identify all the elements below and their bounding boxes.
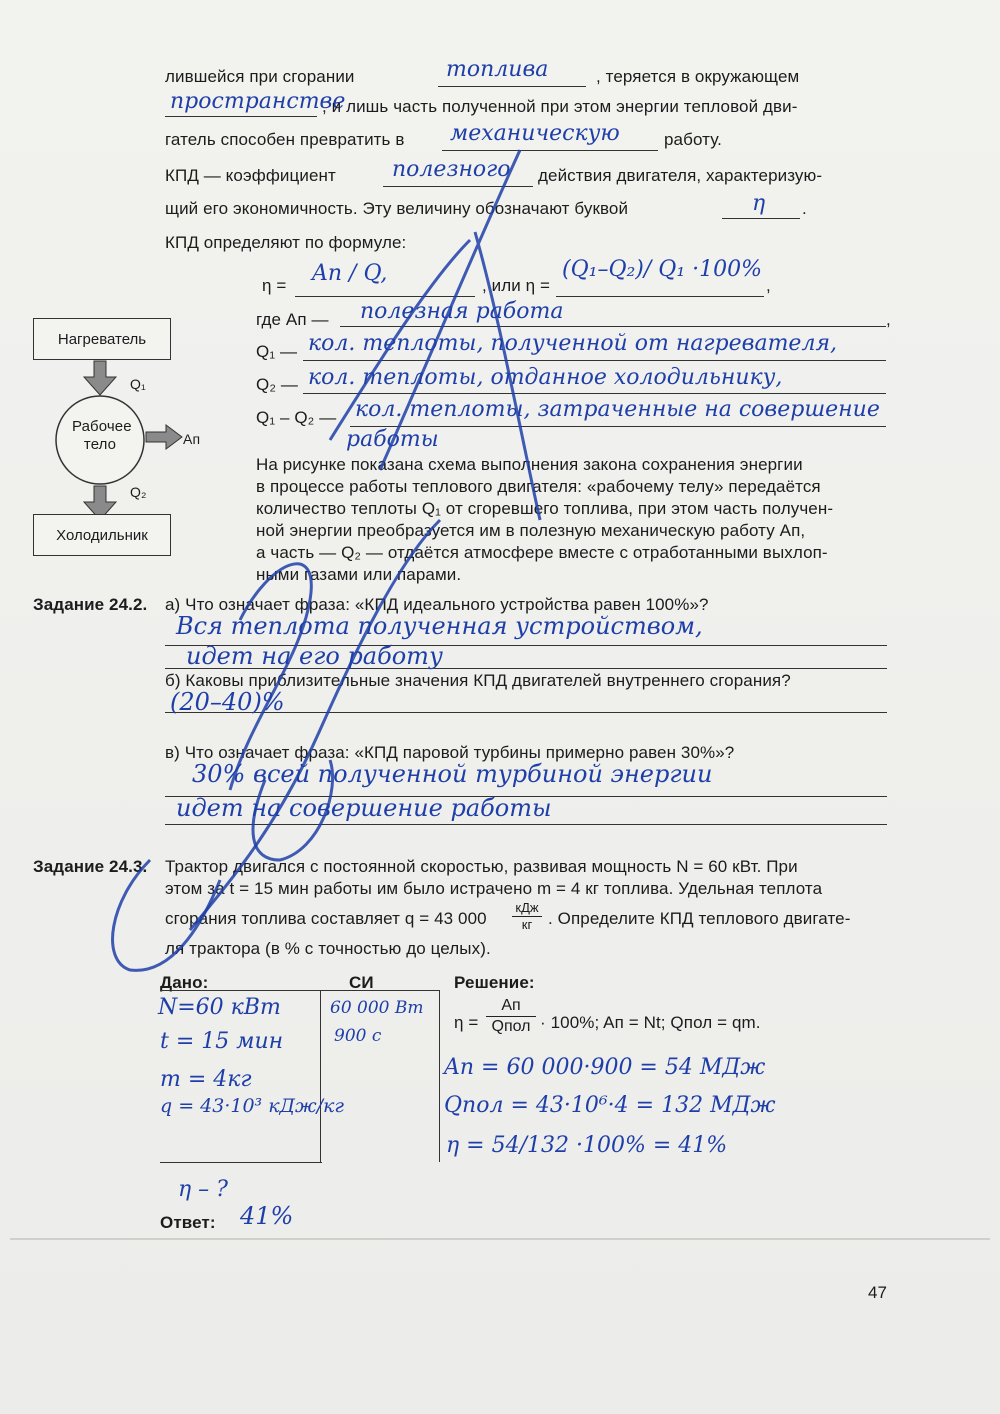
text-line: . Определите КПД теплового двигате- bbox=[548, 909, 851, 928]
handwritten-answer: топлива bbox=[446, 57, 549, 82]
text-line: . bbox=[802, 199, 807, 218]
text-line: ными газами или парами. bbox=[256, 565, 462, 584]
si-heading: СИ bbox=[349, 973, 374, 992]
question-a: а) Что означает фраза: «КПД идеального устройства равен 100%»? bbox=[165, 595, 709, 614]
text-line: Трактор двигался с постоянной скоростью, развивая мощность N = 60 кВт. При bbox=[165, 857, 798, 876]
unit-numerator: кДж bbox=[512, 900, 542, 917]
solution-line: η = 54/132 ·100% = 41% bbox=[446, 1133, 728, 1158]
text-line: , теряется в окружающем bbox=[596, 67, 800, 86]
text-line: лившейся при сгорании bbox=[165, 67, 355, 86]
question-c: в) Что означает фраза: «КПД паровой турбины примерно равен 30%»? bbox=[165, 743, 735, 762]
handwritten-answer: η bbox=[752, 191, 766, 216]
text-line: гатель способен превратить в bbox=[165, 130, 405, 149]
given-item: m = 4кг bbox=[160, 1067, 252, 1092]
handwritten-answer: Aп / Q, bbox=[312, 261, 388, 286]
formula-text: · 100%; Aп = Nt; Qпол = qm. bbox=[540, 1013, 761, 1032]
handwritten-answer: полезного bbox=[392, 157, 511, 182]
given-item: N=60 кВт bbox=[158, 995, 281, 1020]
text-line: сгорания топлива составляет q = 43 000 bbox=[165, 909, 487, 928]
handwritten-answer: 41% bbox=[240, 1202, 294, 1230]
text-line: где Aп — bbox=[256, 310, 329, 329]
handwritten-answer: работы bbox=[346, 427, 439, 452]
cooler-label: Холодильник bbox=[56, 526, 148, 544]
handwritten-answer: (20–40)% bbox=[170, 688, 285, 716]
handwritten-answer: кол. теплоты, затраченные на совершение bbox=[355, 397, 880, 422]
text-line: ной энергии преобразуется им в полезную механическую работу Aп, bbox=[256, 521, 806, 540]
solution-heading: Решение: bbox=[454, 973, 535, 992]
text-line: Q₁ – Q₂ — bbox=[256, 408, 337, 427]
working-body-label: Рабочее тело bbox=[72, 418, 132, 453]
task-title: Задание 24.3. bbox=[33, 857, 148, 876]
question-b: б) Каковы приблизительные значения КПД двигателей внутреннего сгорания? bbox=[165, 671, 791, 690]
text-line: КПД определяют по формуле: bbox=[165, 233, 407, 252]
given-item: q = 43·10³ кДж/кг bbox=[160, 1095, 344, 1117]
given-heading: Дано: bbox=[160, 973, 209, 992]
text-line: η = bbox=[262, 276, 287, 295]
handwritten-answer: идет на совершение работы bbox=[176, 794, 552, 822]
text-line: щий его экономичность. Эту величину обозначают буквой bbox=[165, 199, 629, 218]
task-title: Задание 24.2. bbox=[33, 595, 148, 614]
handwritten-answer: полезная работа bbox=[360, 299, 564, 324]
heater-label: Нагреватель bbox=[57, 330, 147, 348]
text-line: На рисунке показана схема выполнения закона сохранения энергии bbox=[256, 455, 803, 474]
q2-label: Q₂ bbox=[130, 484, 147, 500]
ap-label: Aп bbox=[183, 431, 201, 447]
solution-line: Aп = 60 000·900 = 54 МДж bbox=[444, 1055, 766, 1080]
handwritten-answer: кол. теплоты, отданное холодильнику, bbox=[308, 365, 783, 390]
text-line: работу. bbox=[664, 130, 722, 149]
text-line: количество теплоты Q₁ от сгоревшего топлива, при этом часть получен- bbox=[256, 499, 834, 518]
answer-label: Ответ: bbox=[160, 1213, 216, 1232]
text-line: Q₁ — bbox=[256, 342, 298, 361]
text-line: ля трактора (в % с точностью до целых). bbox=[165, 939, 491, 958]
handwritten-answer: 30% всей полученной турбиной энергии bbox=[192, 760, 713, 788]
si-item: 900 с bbox=[334, 1026, 382, 1046]
handwritten-answer: Вся теплота полученная устройством, bbox=[176, 612, 703, 640]
text-line: , или η = bbox=[482, 276, 551, 295]
text-line: , bbox=[766, 276, 771, 295]
text-line: а часть — Q₂ — отдаётся атмосфере вместе с отработанными выхлоп- bbox=[256, 543, 828, 562]
text-line: в процессе работы теплового двигателя: «рабочему телу» передаётся bbox=[256, 477, 821, 496]
handwritten-answer: идет на его работу bbox=[186, 642, 443, 670]
text-line: , bbox=[886, 310, 891, 329]
q1-label: Q₁ bbox=[130, 376, 146, 392]
handwritten-answer: (Q₁–Q₂)/ Q₁ ·100% bbox=[562, 257, 763, 282]
handwritten-answer: механическую bbox=[450, 121, 620, 146]
handwritten-answer: пространстве bbox=[170, 89, 346, 114]
unit-denominator: кг bbox=[521, 917, 533, 932]
fraction-denominator: Qпол bbox=[491, 1018, 531, 1035]
text-line: Q₂ — bbox=[256, 375, 298, 394]
solution-line: Qпол = 43·10⁶·4 = 132 МДж bbox=[444, 1093, 776, 1118]
text-line: действия двигателя, характеризую- bbox=[538, 166, 823, 185]
given-item: t = 15 мин bbox=[160, 1029, 284, 1054]
text-line: , и лишь часть полученной при этом энергии тепловой дви- bbox=[322, 97, 798, 116]
text-line: КПД — коэффициент bbox=[165, 166, 336, 185]
handwritten-answer: кол. теплоты, полученной от нагревателя, bbox=[308, 331, 838, 356]
si-item: 60 000 Вт bbox=[330, 998, 424, 1018]
find-item: η – ? bbox=[178, 1177, 228, 1202]
text-line: этом за t = 15 мин работы им было истрачено m = 4 кг топлива. Удельная теплота bbox=[165, 879, 823, 898]
page-number: 47 bbox=[868, 1283, 887, 1302]
formula-text: η = bbox=[454, 1013, 479, 1032]
fraction-numerator: Aп bbox=[486, 996, 536, 1017]
